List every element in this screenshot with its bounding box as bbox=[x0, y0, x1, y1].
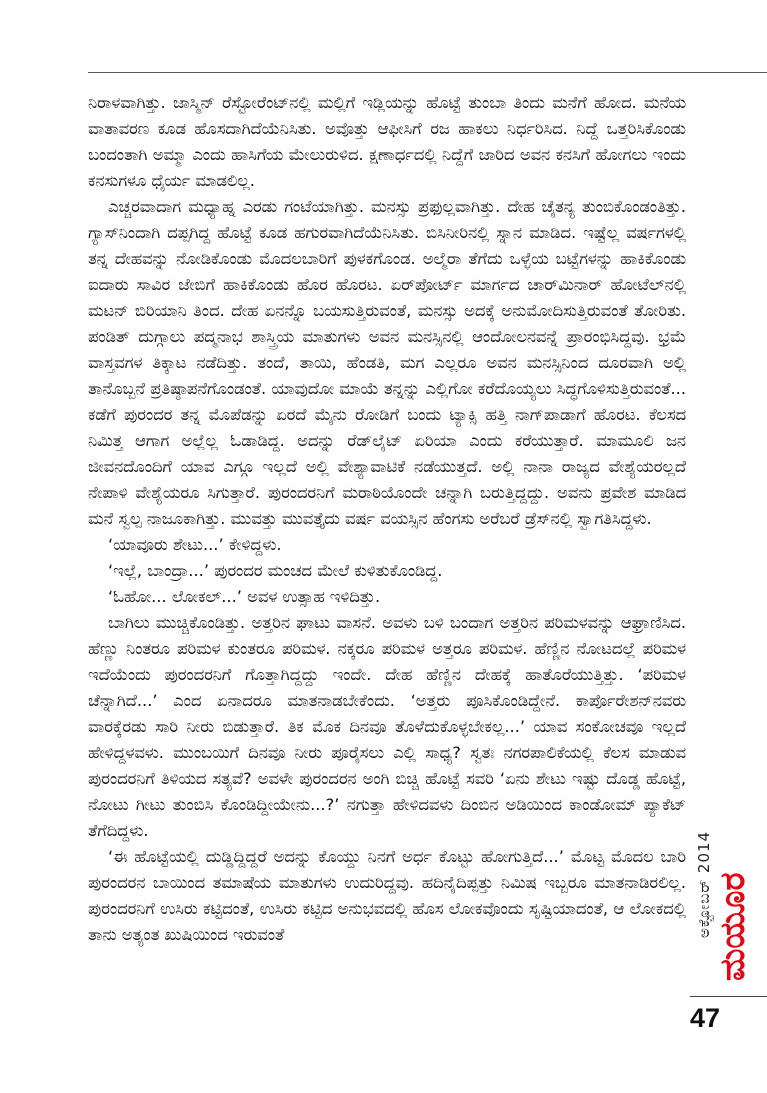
footer-rule bbox=[690, 996, 767, 997]
paragraph: ಎಚ್ಚರವಾದಾಗ ಮಧ್ಯಾಹ್ನ ಎರಡು ಗಂಟೆಯಾಗಿತ್ತು. ಮನಸ್ಸು ಪ್ರಫುಲ್ಲವಾಗಿತ್ತು. ದೇಹ ಚೈತನ್ಯ ತುಂಬಿಕೊಂಡಂತಿತ್ತು. ಗ್ಯಾಸ್‌ನಿಂದಾಗಿ ದಪ್ಪಗಿದ್ದ ಹೊಟ್ಟೆ ಕೂಡ ಹಗುರವಾಗಿದೆಯೆನಿಸಿತು. ಬಿಸಿನೀರಿನಲ್ಲಿ ಸ್ನಾನ ಮಾಡಿದ. ಇಷ್ಟೆಲ್ಲ ವರ್ಷಗಳಲ್ಲಿ ತನ್ನ ದೇಹವನ್ನು ನೋಡಿಕೊಂಡು ಮೊದಲಬಾರಿಗೆ ಪುಳಕಗೊಂಡ. ಅಲ್ಮೆರಾ ತೆಗೆದು ಒಳ್ಳೆಯ ಬಟ್ಟೆಗಳನ್ನು ಹಾಕಿಕೊಂಡು ಐದಾರು ಸಾವಿರ ಜೇಬಿಗೆ ಹಾಕಿಕೊಂಡು ಹೊರ ಹೊರಟ. ಏರ್‌ಪೋರ್ಟ್ ಮಾರ್ಗದ ಚಾರ್‌ಮಿನಾರ್ ಹೋಟೆಲ್‌ನಲ್ಲಿ ಮಟನ್ ಬಿರಿಯಾನಿ ತಿಂದ. ದೇಹ ಏನನ್ನೊ ಬಯಸುತ್ತಿರುವಂತೆ, ಮನಸ್ಸು ಅದಕ್ಕೆ ಅನುಮೋದಿಸುತ್ತಿರುವಂತೆ ತೋರಿತು. ಪಂಡಿತ್ ದುಗ್ಗಾಲು ಪದ್ಮನಾಭ ಶಾಸ್ತ್ರಿಯ ಮಾತುಗಳು ಅವನ ಮನಸ್ಸಿನಲ್ಲಿ ಆಂದೋಲನವನ್ನೆ ಪ್ರಾರಂಭಿಸಿದ್ದವು. ಭ್ರಮೆ ವಾಸ್ತವಗಳ ತಿಕ್ಕಾಟ ನಡೆದಿತ್ತು. ತಂದೆ, ತಾಯಿ, ಹೆಂಡತಿ, ಮಗ ಎಲ್ಲರೂ ಅವನ ಮನಸ್ಸಿನಿಂದ ದೂರವಾಗಿ ಅಲ್ಲಿ ತಾನೊಬ್ಬನೆ ಪ್ರತಿಷ್ಠಾಪನೆಗೊಂಡಂತೆ. ಯಾವುದೋ ಮಾಯೆ ತನ್ನನ್ನು ಎಲ್ಲಿಗೋ ಕರೆದೊಯ್ಯಲು ಸಿದ್ಧಗೊಳಿಸುತ್ತಿರುವಂತೆ... ಕಡೆಗೆ ಪುರಂದರ ತನ್ನ ಮೊಪೆಡನ್ನು ಏರದೆ ಮೈನು ರೋಡಿಗೆ ಬಂದು ಟ್ಯಾಕ್ಸಿ ಹತ್ತಿ ನಾಗ್‌ಪಾಡಾಗೆ ಹೊರಟ. ಕೆಲಸದ ನಿಮಿತ್ತ ಆಗಾಗ ಅಲ್ಲೆಲ್ಲ ಓಡಾಡಿದ್ದ. ಅದನ್ನು ರೆಡ್‌ಲೈಟ್ ಏರಿಯಾ ಎಂದು ಕರೆಯುತ್ತಾರೆ. ಮಾಮೂಲಿ ಜನ ಜೀವನದೊಂದಿಗೆ ಯಾವ ಎಗ್ಗೂ ಇಲ್ಲದೆ ಅಲ್ಲಿ ವೇಶ್ಯಾವಾಟಿಕೆ ನಡೆಯುತ್ತದೆ. ಅಲ್ಲಿ ನಾನಾ ರಾಜ್ಯದ ವೇಶ್ಯೆಯರಲ್ಲದೆ ನೇಪಾಳಿ ವೇಶ್ಯೆಯರೂ ಸಿಗುತ್ತಾರೆ. ಪುರಂದರನಿಗೆ ಮರಾಠಿಯೊಂದೇ ಚನ್ನಾಗಿ ಬರುತ್ತಿದ್ದದ್ದು. ಅವನು ಪ್ರವೇಶ ಮಾಡಿದ ಮನೆ ಸ್ವಲ್ಪ ನಾಜೂಕಾಗಿತ್ತು. ಮುವತ್ತು ಮುವತ್ತೈದು ವರ್ಷ ವಯಸ್ಸಿನ ಹೆಂಗಸು ಅರೆಬರೆ ಡ್ರೆಸ್‌ನಲ್ಲಿ ಸ್ವಾಗತಿಸಿದ್ದಳು. bbox=[88, 197, 686, 528]
dialogue-line: ‘ಓಹೋ... ಲೋಕಲ್...’ ಅವಳ ಉತ್ಸಾಹ ಇಳಿದಿತ್ತು. bbox=[108, 587, 381, 606]
dialogue-line: ‘ಯಾವೂರು ಶೇಟು...’ ಕೇಳಿದ್ದಳು. bbox=[108, 535, 282, 554]
header-rule bbox=[88, 72, 767, 73]
paragraph: ನಿರಾಳವಾಗಿತ್ತು. ಜಾಸ್ಮಿನ್ ರೆಸ್ಟೋರೆಂಟ್‌ನಲ್ಲಿ ಮಲ್ಲಿಗೆ ಇಡ್ಲಿಯನ್ನು ಹೊಟ್ಟೆ ತುಂಬಾ ತಿಂದು ಮನೆಗೆ ಹೋದ. ಮನೆಯ ವಾತಾವರಣ ಕೂಡ ಹೊಸದಾಗಿದೆಯೆನಿಸಿತು. ಅವೊತ್ತು ಆಫೀಸಿಗೆ ರಜ ಹಾಕಲು ನಿರ್ಧರಿಸಿದ. ನಿದ್ದೆ ಒತ್ತರಿಸಿಕೊಂಡು ಬಂದಂತಾಗಿ ಅಮ್ಮಾ ಎಂದು ಹಾಸಿಗೆಯ ಮೇಲುರುಳಿದ. ಕ್ಷಣಾರ್ಧದಲ್ಲಿ ನಿದ್ದೆಗೆ ಜಾರಿದ ಅವನ ಕನಸಿಗೆ ಹೋಗಲು ಇಂದು ಕನಸುಗಳೂ ಧೈರ್ಯ ಮಾಡಲಿಲ್ಲ. bbox=[88, 93, 686, 190]
article-body bbox=[88, 90, 686, 1030]
magazine-logo: ಮಯೂರ bbox=[713, 872, 753, 982]
issue-date: ಅಕ್ಟೋಬರ್ 2014 bbox=[695, 830, 713, 938]
paragraph: ಬಾಗಿಲು ಮುಚ್ಚಿಕೊಂಡಿತ್ತು. ಅತ್ತರಿನ ಘಾಟು ವಾಸನೆ. ಅವಳು ಬಳಿ ಬಂದಾಗ ಅತ್ತರಿನ ಪರಿಮಳವನ್ನು ಆಘ್ರಾಣಿಸಿದ. ಹೆಣ್ಣು ನಿಂತರೂ ಪರಿಮಳ ಕುಂತರೂ ಪರಿಮಳ. ನಕ್ಕರೂ ಪರಿಮಳ ಅತ್ತರೂ ಪರಿಮಳ. ಹೆಣ್ಣಿನ ನೋಟದಲ್ಲೆ ಪರಿಮಳ ಇದೆಯೆಂದು ಪುರಂದರನಿಗೆ ಗೊತ್ತಾಗಿದ್ದದ್ದು ಇಂದೇ. ದೇಹ ಹೆಣ್ಣಿನ ದೇಹಕ್ಕೆ ಹಾತೊರೆಯುತ್ತಿತ್ತು. ‘ಪರಿಮಳ ಚೆನ್ನಾಗಿದೆ...’ ಎಂದ ಏನಾದರೂ ಮಾತನಾಡಬೇಕೆಂದು. ‘ಅತ್ತರು ಪೂಸಿಕೊಂಡಿದ್ದೇನೆ. ಕಾರ್ಪೊರೇಶನ್‌ನವರು ವಾರಕ್ಕೆರಡು ಸಾರಿ ನೀರು ಬಿಡುತ್ತಾರೆ. ತಿಕ ಮೊಕ ದಿನವೂ ತೊಳೆದುಕೊಳ್ಳಬೇಕಲ್ಲ...’ ಯಾವ ಸಂಕೋಚವೂ ಇಲ್ಲದೆ ಹೇಳಿದ್ದಳವಳು. ಮುಂಬಯಿಗೆ ದಿನವೂ ನೀರು ಪೂರೈಸಲು ಎಲ್ಲಿ ಸಾಧ್ಯ? ಸ್ವತಃ ನಗರಪಾಲಿಕೆಯಲ್ಲಿ ಕೆಲಸ ಮಾಡುವ ಪುರಂದರನಿಗೆ ತಿಳಿಯದ ಸತ್ಯವೆ? ಅವಳೇ ಪುರಂದರನ ಅಂಗಿ ಬಿಚ್ಚಿ ಹೊಟ್ಟೆ ಸವರಿ ‘ಏನು ಶೇಟು ಇಷ್ಟು ದೊಡ್ಡ ಹೊಟ್ಟೆ, ನೋಟು ಗೀಟು ತುಂಬಿಸಿ ಕೊಂಡಿದ್ದೀಯೇನು...?’ ನಗುತ್ತಾ ಹೇಳಿದವಳು ದಿಂಬಿನ ಅಡಿಯಿಂದ ಕಾಂಡೋಮ್ ಪ್ಯಾಕೆಟ್ ತೆಗೆದಿದ್ದಳು. bbox=[88, 613, 686, 840]
paragraph: ‘ಈ ಹೊಟ್ಟೆಯಲ್ಲಿ ದುಡ್ಡಿದ್ದಿದ್ದರೆ ಅದನ್ನು ಕೊಯ್ದು ನಿನಗೆ ಅರ್ಧ ಕೊಟ್ಟು ಹೋಗುತ್ತಿದೆ...’ ಮೊಟ್ಟ ಮೊದಲ ಬಾರಿ ಪುರಂದರನ ಬಾಯಿಂದ ತಮಾಷೆಯ ಮಾತುಗಳು ಉದುರಿದ್ದವು. ಹದಿನೈದಿಪ್ಪತ್ತು ನಿಮಿಷ ಇಬ್ಬರೂ ಮಾತನಾಡಿರಲಿಲ್ಲ. ಪುರಂದರನಿಗೆ ಉಸಿರು ಕಟ್ಟಿದಂತೆ, ಉಸಿರು ಕಟ್ಟಿದ ಅನುಭವದಲ್ಲಿ ಹೊಸ ಲೋಕವೊಂದು ಸೃಷ್ಟಿಯಾದಂತೆ, ಆ ಲೋಕದಲ್ಲಿ ತಾನು ಅತ್ಯಂತ ಖುಷಿಯಿಂದ ಇರುವಂತೆ bbox=[88, 847, 686, 944]
dialogue-line: ‘ಇಲ್ಲೆ, ಬಾಂದ್ರಾ...’ ಪುರಂದರ ಮಂಚದ ಮೇಲೆ ಕುಳಿತುಕೊಂಡಿದ್ದ. bbox=[108, 561, 443, 580]
page-number: 47 bbox=[690, 1003, 721, 1033]
